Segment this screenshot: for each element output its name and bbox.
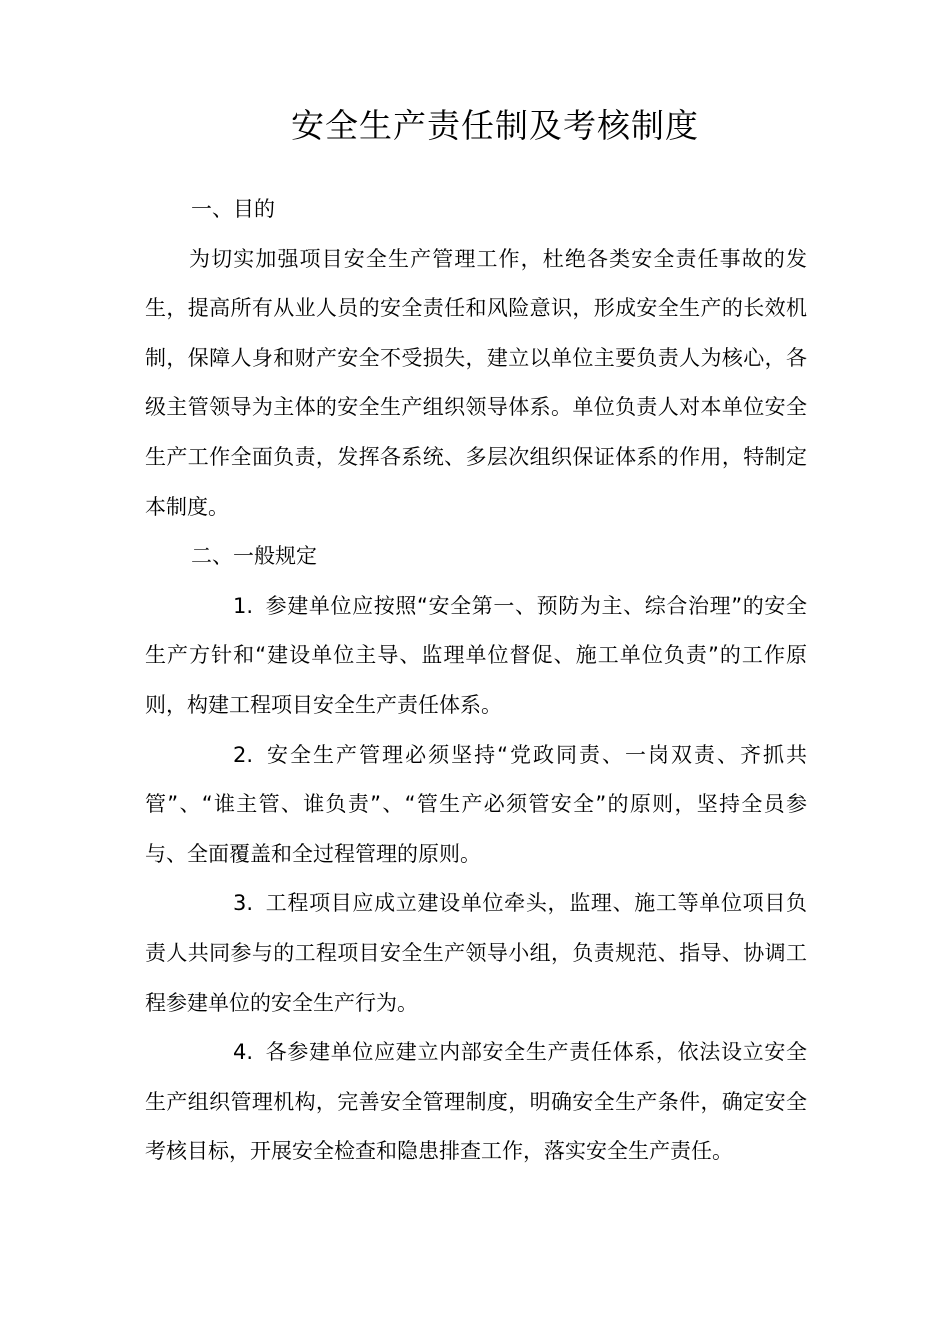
rule-item-4-text: 各参建单位应建立内部安全生产责任体系，依法设立安全生产组织管理机构，完善安全管理制度，明确安全生产条件，确定安全考核目标，开展安全检查和隐患排查工作，落实安全生产责任。 <box>145 1040 807 1164</box>
rule-item-4 <box>145 1028 807 1177</box>
document-body <box>145 185 807 1177</box>
rule-item-1 <box>145 582 807 731</box>
document-title: 安全生产责任制及考核制度 <box>291 106 699 145</box>
section-heading-general-rules: 二、一般规定 <box>191 544 317 569</box>
rule-item-3 <box>145 879 807 1028</box>
section-heading-purpose: 一、目的 <box>191 197 275 221</box>
purpose-paragraph: 为切实加强项目安全生产管理工作，杜绝各类安全责任事故的发生，提高所有从业人员的安全责任和风险意识，形成安全生产的长效机制，保障人身和财产安全不受损失，建立以单位主要负责人为核心，各级主管领导为主体的安全生产组织领导体系。单位负责人对本单位安全生产工作全面负责，发挥各系统、多层次组织保证体系的作用，特制定本制度。 <box>145 246 807 519</box>
rule-item-2-number: 2. <box>233 742 254 767</box>
rule-item-1-text: 参建单位应按照“安全第一、预防为主、综合治理”的安全生产方针和“建设单位主导、监理单位督促、施工单位负责”的工作原则，构建工程项目安全生产责任体系。 <box>145 593 807 717</box>
rule-item-1-number: 1. <box>233 593 254 618</box>
rule-item-3-text: 工程项目应成立建设单位牵头，监理、施工等单位项目负责人共同参与的工程项目安全生产领导小组，负责规范、指导、协调工程参建单位的安全生产行为。 <box>145 891 807 1015</box>
rule-item-3-number: 3. <box>233 891 254 916</box>
rule-item-2 <box>145 731 807 880</box>
rule-item-4-number: 4. <box>233 1040 254 1065</box>
rule-item-2-text: 安全生产管理必须坚持“党政同责、一岗双责、齐抓共管”、“谁主管、谁负责”、“管生产必须管安全”的原则，坚持全员参与、全面覆盖和全过程管理的原则。 <box>145 742 807 866</box>
